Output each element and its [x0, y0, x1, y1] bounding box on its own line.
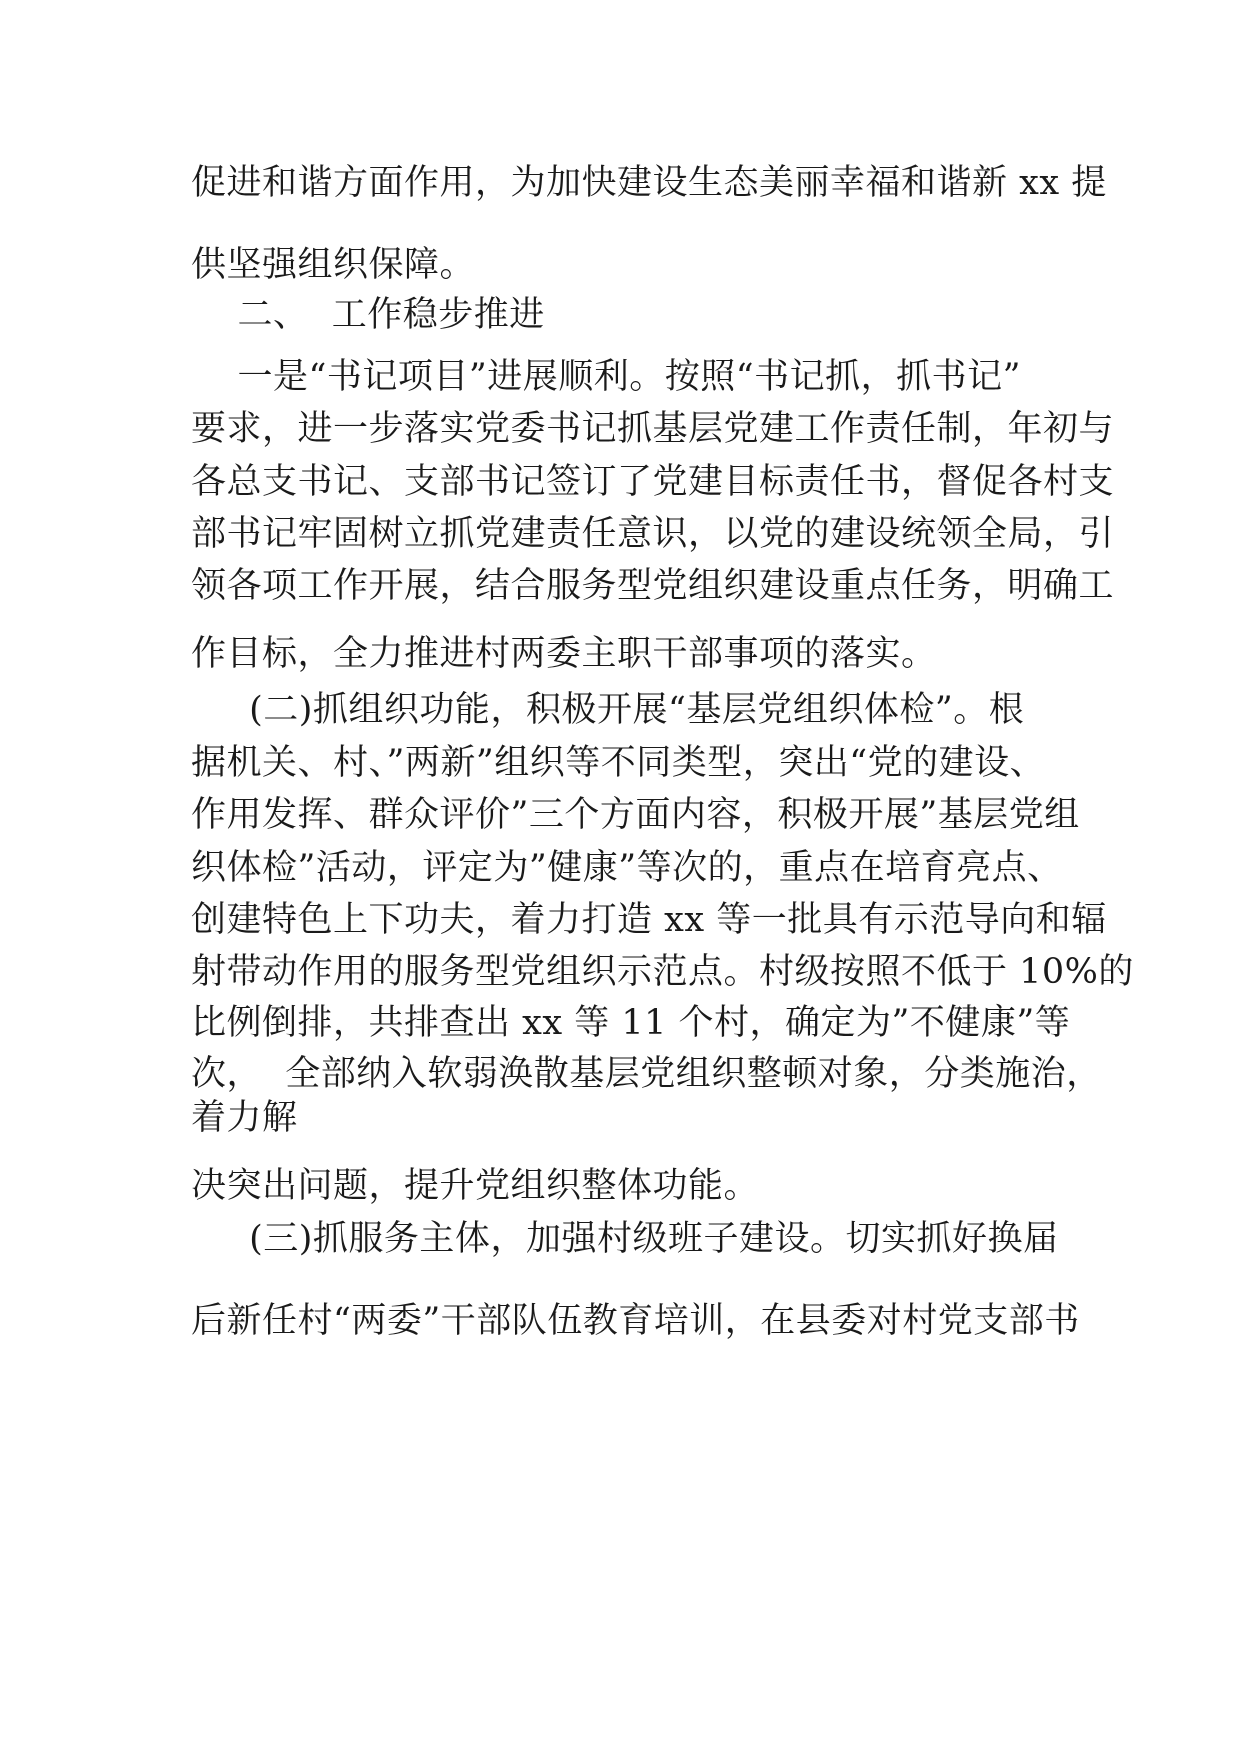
text-line: 射带动作用的服务型党组织示范点。村级按照不低于 10%的 [191, 952, 1134, 992]
text-line: 部书记牢固树立抓党建责任意识，以党的建设统领全局，引 [191, 514, 1115, 554]
text-line: 次， 全部纳入软弱涣散基层党组织整顿对象，分类施治， [191, 1054, 1102, 1094]
text-line: (三)抓服务主体，加强村级班子建设。切实抓好换届 [191, 1219, 1059, 1259]
text-line: 作用发挥、群众评价”三个方面内容，积极开展”基层党组 [191, 795, 1080, 835]
text-line: 供坚强组织保障。 [191, 245, 476, 285]
text-line: 促进和谐方面作用，为加快建设生态美丽幸福和谐新 xx 提 [191, 163, 1107, 203]
text-line: (二)抓组织功能，积极开展“基层党组织体检”。根 [191, 690, 1025, 730]
text-line: 决突出问题，提升党组织整体功能。 [191, 1166, 760, 1206]
text-line: 后新任村“两委”干部队伍教育培训，在县委对村党支部书 [191, 1301, 1080, 1341]
text-line: 各总支书记、支部书记签订了党建目标责任书，督促各村支 [191, 462, 1115, 502]
text-line: 据机关、村、”两新”组织等不同类型，突出“党的建设、 [191, 743, 1046, 783]
text-line: 一是“书记项目”进展顺利。按照“书记抓，抓书记” [191, 357, 1022, 397]
text-line: 比例倒排，共排查出 xx 等 11 个村，确定为”不健康”等 [191, 1003, 1071, 1043]
text-line: 作目标，全力推进村两委主职干部事项的落实。 [191, 634, 937, 674]
section-heading: 二、 工作稳步推进 [191, 295, 545, 335]
text-line: 要求，进一步落实党委书记抓基层党建工作责任制，年初与 [191, 409, 1115, 449]
text-line: 领各项工作开展，结合服务型党组织建设重点任务，明确工 [191, 566, 1115, 606]
text-line: 创建特色上下功夫，着力打造 xx 等一批具有示范导向和辐 [191, 900, 1107, 940]
text-line: 着力解 [191, 1098, 298, 1138]
text-line: 织体检”活动，评定为”健康”等次的，重点在培育亮点、 [191, 848, 1063, 888]
